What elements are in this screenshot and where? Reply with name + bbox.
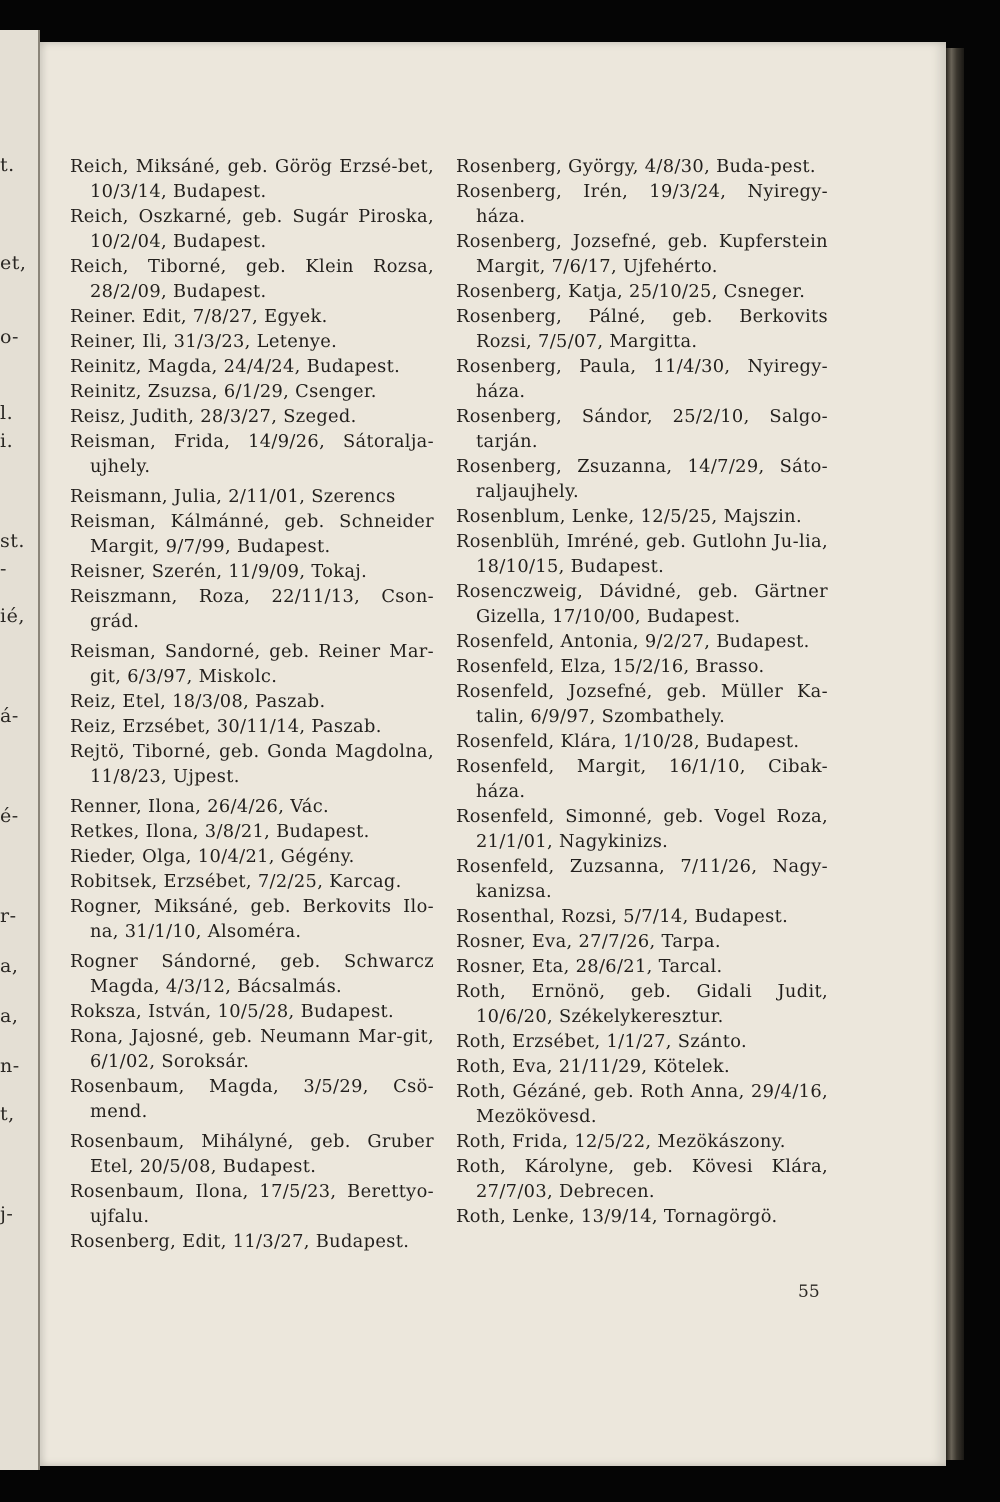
list-entry: Reiszmann, Roza, 22/11/13, Cson-grád. [70, 586, 434, 632]
prev-page-fragment: - [0, 558, 7, 580]
list-entry: Rosenberg, Pálné, geb. Berkovits Rozsi, 7/5/07, Margitta. [456, 306, 828, 352]
left-column [70, 154, 434, 1254]
list-entry: Reismann, Julia, 2/11/01, Szerencs [70, 486, 396, 507]
prev-page-fragment: o- [0, 326, 19, 348]
list-entry: Reisner, Szerén, 11/9/09, Tokaj. [70, 561, 368, 582]
list-entry: Rosenberg, Jozsefné, geb. Kupferstein Margit, 7/6/17, Ujfehérto. [456, 231, 828, 277]
list-entry: Reisman, Frida, 14/9/26, Sátoralja-ujhely. [70, 431, 434, 477]
list-entry: Rogner, Miksáné, geb. Berkovits Ilo-na, 31/1/10, Alsoméra. [70, 896, 434, 942]
list-entry: Rosenberg, Katja, 25/10/25, Csneger. [456, 281, 806, 302]
list-entry: Reinitz, Zsuzsa, 6/1/29, Csenger. [70, 381, 377, 402]
list-entry: Rosenblum, Lenke, 12/5/25, Majszin. [456, 506, 802, 527]
right-column [456, 154, 828, 1229]
page-number: 55 [798, 1282, 820, 1302]
list-entry: Rosenbaum, Ilona, 17/5/23, Berettyo-ujfalu. [70, 1181, 434, 1227]
list-entry: Reiner. Edit, 7/8/27, Egyek. [70, 306, 328, 327]
list-entry: Roksza, István, 10/5/28, Budapest. [70, 1001, 395, 1022]
book-page [40, 42, 946, 1466]
list-entry: Reich, Miksáné, geb. Görög Erzsé-bet, 10/3/14, Budapest. [70, 156, 434, 202]
list-entry: Renner, Ilona, 26/4/26, Vác. [70, 796, 330, 817]
list-entry: Reiz, Etel, 18/3/08, Paszab. [70, 691, 326, 712]
list-entry: Rosenthal, Rozsi, 5/7/14, Budapest. [456, 906, 789, 927]
list-entry: Retkes, Ilona, 3/8/21, Budapest. [70, 821, 370, 842]
list-entry: Roth, Erzsébet, 1/1/27, Szánto. [456, 1031, 748, 1052]
prev-page-fragment: l. [0, 402, 14, 424]
prev-page-fragment: ié, [0, 605, 25, 627]
list-entry: Rosenfeld, Zuzsanna, 7/11/26, Nagy-kanizsa. [456, 856, 828, 902]
prev-page-fragment: j- [0, 1203, 14, 1225]
list-entry: Reisz, Judith, 28/3/27, Szeged. [70, 406, 357, 427]
list-entry: Reisman, Sandorné, geb. Reiner Mar-git, 6/3/97, Miskolc. [70, 641, 434, 687]
prev-page-fragment: i. [0, 430, 14, 452]
list-entry: Roth, Lenke, 13/9/14, Tornagörgö. [456, 1206, 778, 1227]
list-entry: Rejtö, Tiborné, geb. Gonda Magdolna, 11/8/23, Ujpest. [70, 741, 434, 787]
prev-page-fragment: a, [0, 955, 19, 977]
page-stack-edge [946, 48, 964, 1460]
list-entry: Rosenfeld, Margit, 16/1/10, Cibak-háza. [456, 756, 828, 802]
list-entry: Rosenfeld, Elza, 15/2/16, Brasso. [456, 656, 765, 677]
list-entry: Roth, Gézáné, geb. Roth Anna, 29/4/16, Mezökövesd. [456, 1081, 828, 1127]
prev-page-fragment: st. [0, 530, 25, 552]
list-entry: Rosenberg, Irén, 19/3/24, Nyiregy-háza. [456, 181, 828, 227]
list-entry: Reiner, Ili, 31/3/23, Letenye. [70, 331, 338, 352]
prev-page-fragment: é- [0, 805, 19, 827]
list-entry: Reisman, Kálmánné, geb. Schneider Margit, 9/7/99, Budapest. [70, 511, 434, 557]
prev-page-fragment: t. [0, 154, 15, 176]
list-entry: Robitsek, Erzsébet, 7/2/25, Karcag. [70, 871, 402, 892]
list-entry: Roth, Károlyne, geb. Kövesi Klára, 27/7/03, Debrecen. [456, 1156, 828, 1202]
list-entry: Rosenberg, György, 4/8/30, Buda-pest. [456, 156, 816, 177]
previous-page-edge [0, 30, 40, 1470]
prev-page-fragment: t, [0, 1103, 15, 1125]
prev-page-fragment: r- [0, 905, 17, 927]
list-entry: Rosenberg, Edit, 11/3/27, Budapest. [70, 1231, 410, 1252]
list-entry: Rosenberg, Sándor, 25/2/10, Salgo-tarján. [456, 406, 828, 452]
list-entry: Reich, Oszkarné, geb. Sugár Piroska, 10/2/04, Budapest. [70, 206, 434, 252]
prev-page-fragment: n- [0, 1055, 20, 1077]
list-entry: Roth, Eva, 21/11/29, Kötelek. [456, 1056, 731, 1077]
list-entry: Rosenbaum, Mihályné, geb. Gruber Etel, 20/5/08, Budapest. [70, 1131, 434, 1177]
list-entry: Rosner, Eta, 28/6/21, Tarcal. [456, 956, 723, 977]
list-entry: Rosenfeld, Jozsefné, geb. Müller Ka-talin, 6/9/97, Szombathely. [456, 681, 828, 727]
list-entry: Rosenberg, Paula, 11/4/30, Nyiregy-háza. [456, 356, 828, 402]
list-entry: Rosner, Eva, 27/7/26, Tarpa. [456, 931, 721, 952]
list-entry: Reinitz, Magda, 24/4/24, Budapest. [70, 356, 401, 377]
list-entry: Rosenberg, Zsuzanna, 14/7/29, Sáto-raljaujhely. [456, 456, 828, 502]
list-entry: Roth, Frida, 12/5/22, Mezökászony. [456, 1131, 786, 1152]
prev-page-fragment: á- [0, 705, 19, 727]
list-entry: Roth, Ernönö, geb. Gidali Judit, 10/6/20, Székelykeresztur. [456, 981, 828, 1027]
list-entry: Rosenfeld, Simonné, geb. Vogel Roza, 21/1/01, Nagykinizs. [456, 806, 828, 852]
list-entry: Rosenczweig, Dávidné, geb. Gärtner Gizella, 17/10/00, Budapest. [456, 581, 828, 627]
list-entry: Rona, Jajosné, geb. Neumann Mar-git, 6/1/02, Soroksár. [70, 1026, 434, 1072]
list-entry: Rosenfeld, Antonia, 9/2/27, Budapest. [456, 631, 810, 652]
list-entry: Rosenblüh, Imréné, geb. Gutlohn Ju-lia, 18/10/15, Budapest. [456, 531, 828, 577]
prev-page-fragment: et, [0, 252, 27, 274]
list-entry: Rosenfeld, Klára, 1/10/28, Budapest. [456, 731, 800, 752]
list-entry: Rosenbaum, Magda, 3/5/29, Csö-mend. [70, 1076, 434, 1122]
list-entry: Reiz, Erzsébet, 30/11/14, Paszab. [70, 716, 382, 737]
prev-page-fragment: a, [0, 1005, 19, 1027]
list-entry: Reich, Tiborné, geb. Klein Rozsa, 28/2/09, Budapest. [70, 256, 434, 302]
list-entry: Rieder, Olga, 10/4/21, Gégény. [70, 846, 355, 867]
list-entry: Rogner Sándorné, geb. Schwarcz Magda, 4/3/12, Bácsalmás. [70, 951, 434, 997]
